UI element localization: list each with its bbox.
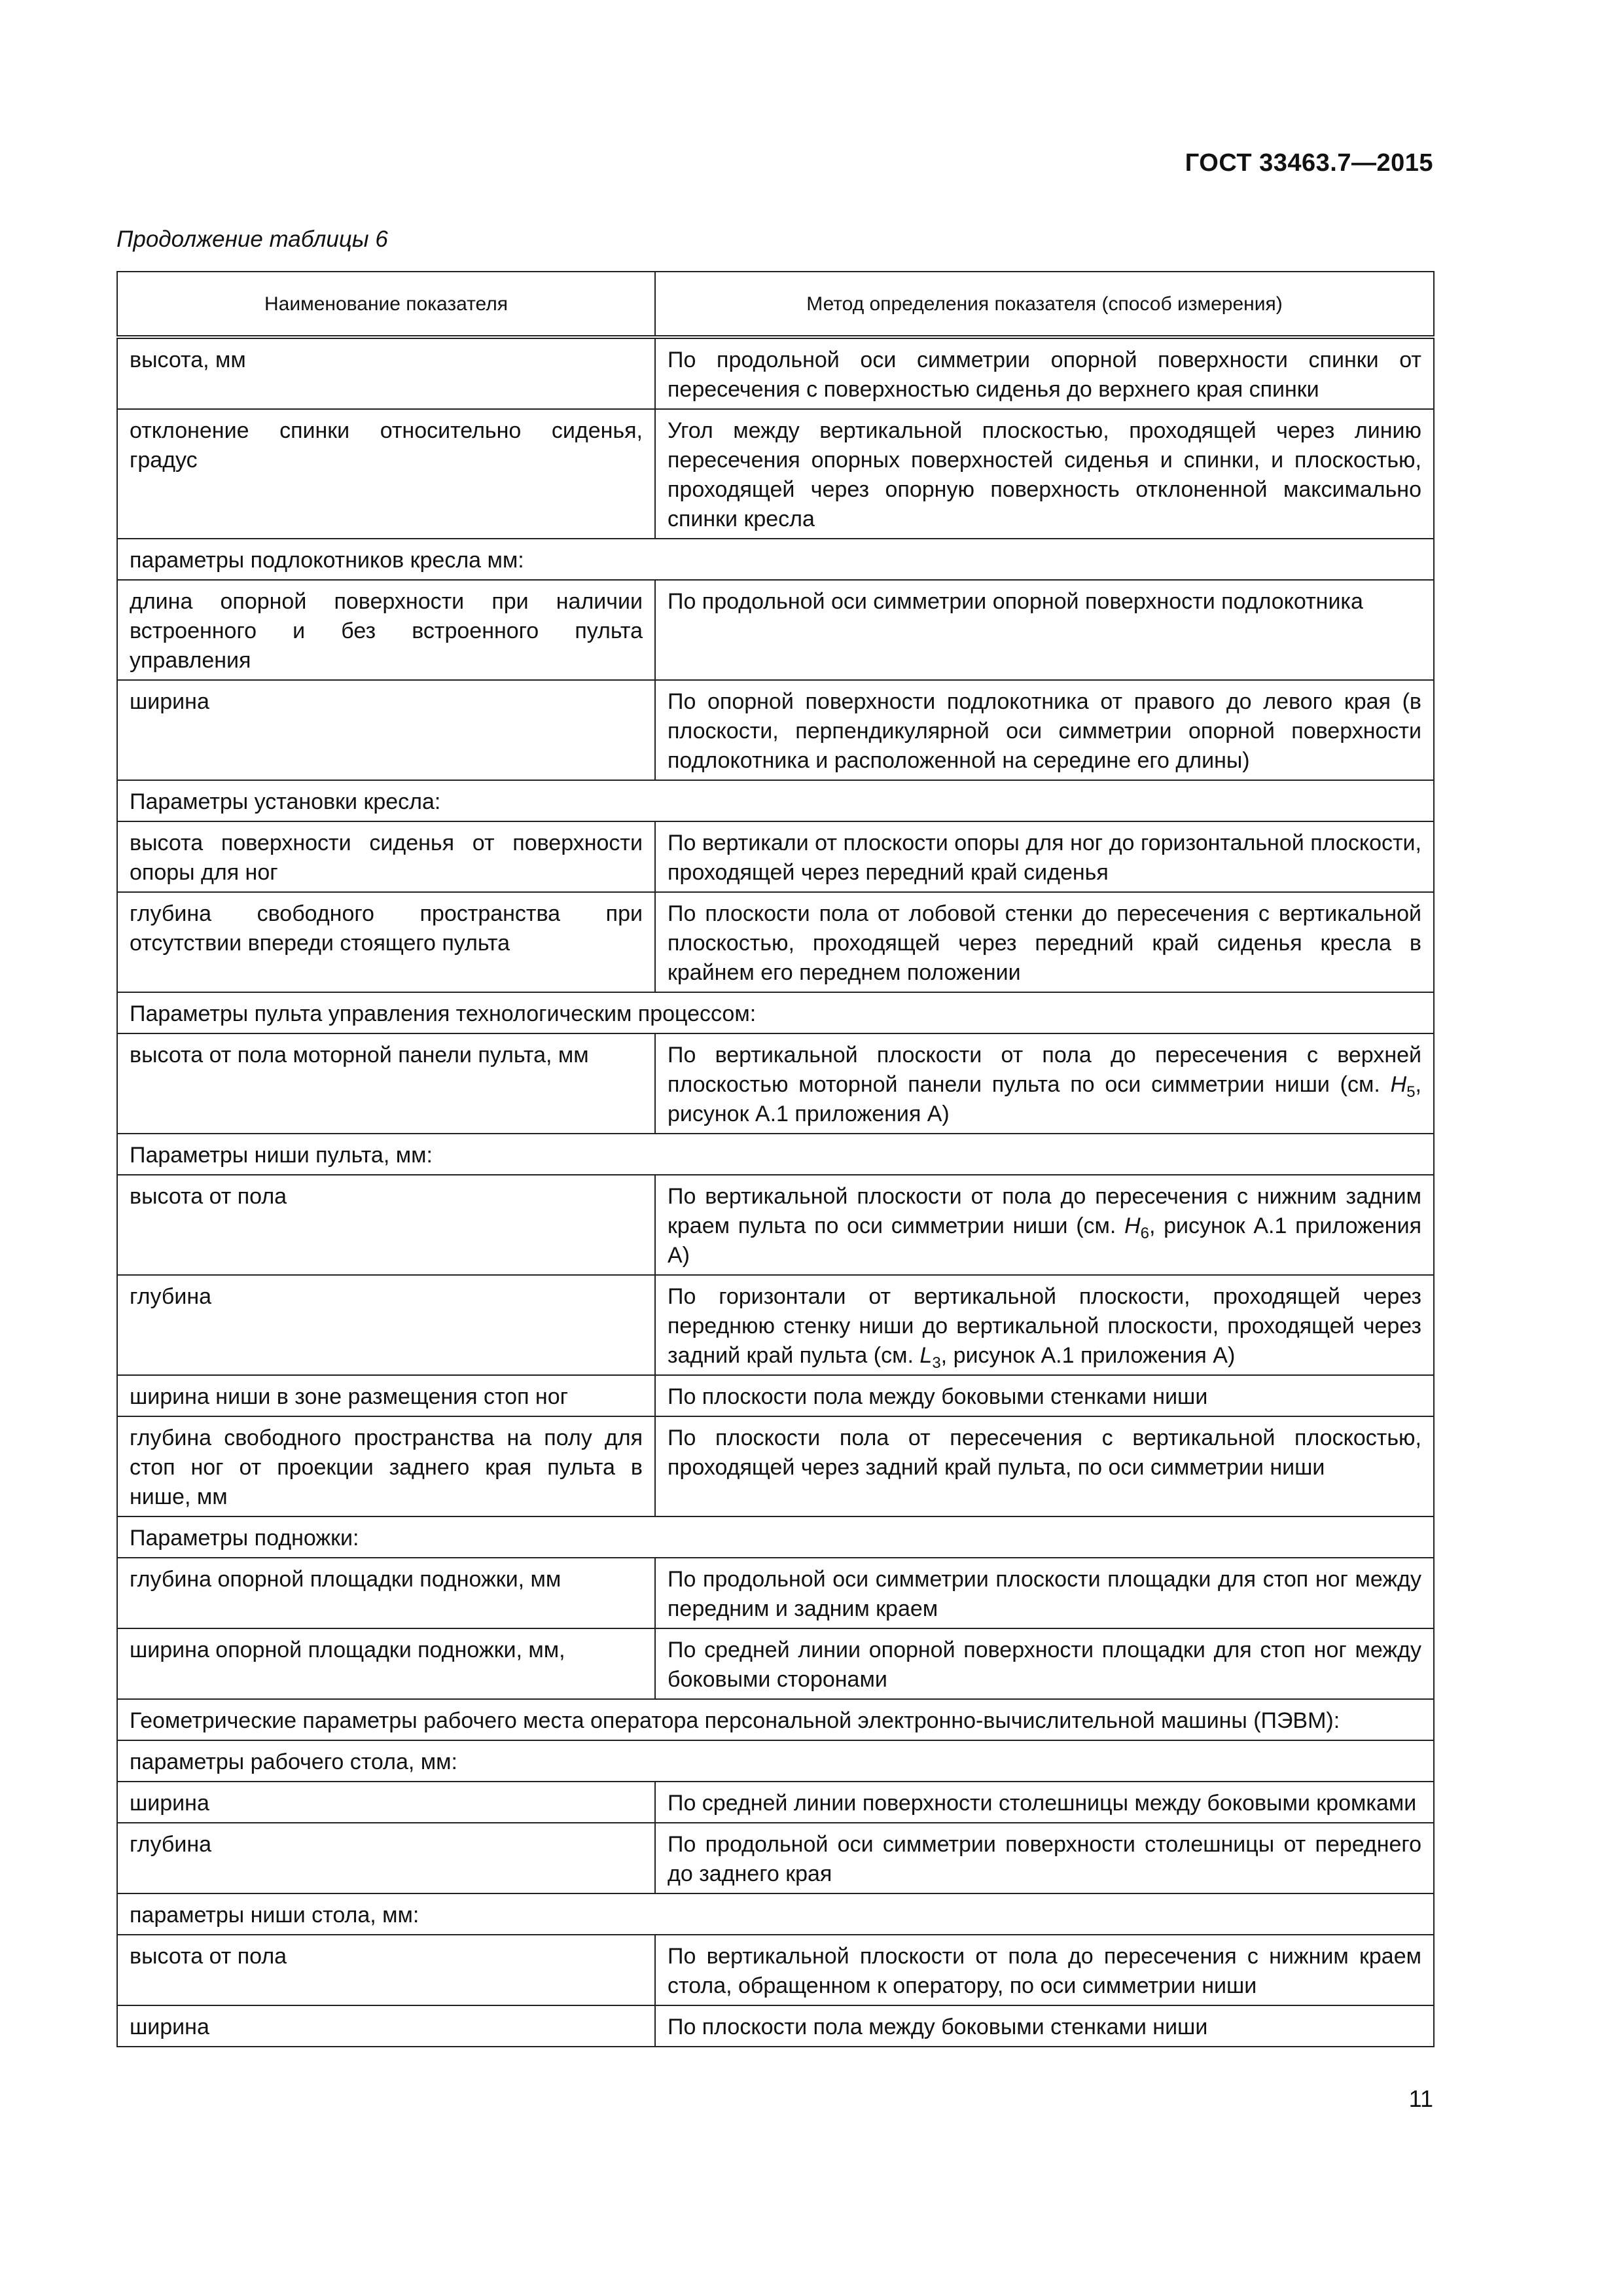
indicator-name: глубина опорной площадки подножки, мм xyxy=(117,1558,655,1628)
section-title: Геометрические параметры рабочего места оператора персональной электронно-вычислительной машины (ПЭВМ): xyxy=(117,1699,1434,1740)
measurement-method: По плоскости пола между боковыми стенками ниши xyxy=(655,2005,1434,2047)
indicator-name: ширина опорной площадки подножки, мм, xyxy=(117,1628,655,1699)
table-row xyxy=(117,1375,1434,1416)
indicator-table xyxy=(116,271,1435,2047)
symbol-variable: H xyxy=(1124,1213,1141,1238)
measurement-method: По вертикальной плоскости от пола до пересечения с верхней плоскостью моторной панели пульта по оси симметрии ниши (см. $H_5$, рисунок А.1 приложения А) xyxy=(655,1033,1434,1134)
indicator-name: ширина ниши в зоне размещения стоп ног xyxy=(117,1375,655,1416)
indicator-name: высота поверхности сиденья от поверхности опоры для ног xyxy=(117,821,655,892)
indicator-name: ширина xyxy=(117,2005,655,2047)
section-row xyxy=(117,1893,1434,1935)
indicator-name: отклонение спинки относительно сиденья, градус xyxy=(117,409,655,539)
measurement-method: Угол между вертикальной плоскостью, проходящей через линию пересечения опорных поверхностей сиденья и спинки, и плоскостью, проходящей через опорную поверхность отклоненной максимально спинки кресла xyxy=(655,409,1434,539)
table-row xyxy=(117,409,1434,539)
indicator-name: ширина xyxy=(117,680,655,780)
table-row xyxy=(117,1628,1434,1699)
column-header-indicator: Наименование показателя xyxy=(117,272,655,337)
symbol-variable: L xyxy=(919,1343,933,1368)
indicator-name: глубина свободного пространства на полу для стоп ног от проекции заднего края пульта в нише, мм xyxy=(117,1416,655,1516)
table-row xyxy=(117,1416,1434,1516)
section-title: параметры подлокотников кресла мм: xyxy=(117,539,1434,580)
column-header-method: Метод определения показателя (способ измерения) xyxy=(655,272,1434,337)
table-row xyxy=(117,580,1434,680)
indicator-name: глубина xyxy=(117,1823,655,1893)
section-row xyxy=(117,992,1434,1033)
table-row xyxy=(117,1033,1434,1134)
section-row xyxy=(117,1699,1434,1740)
section-row xyxy=(117,1740,1434,1782)
table-row xyxy=(117,1558,1434,1628)
measurement-method: По продольной оси симметрии плоскости площадки для стоп ног между передним и задним краем xyxy=(655,1558,1434,1628)
indicator-name: глубина свободного пространства при отсутствии впереди стоящего пульта xyxy=(117,892,655,992)
table-row xyxy=(117,1935,1434,2005)
measurement-method: По продольной оси симметрии поверхности столешницы от переднего до заднего края xyxy=(655,1823,1434,1893)
section-title: Параметры установки кресла: xyxy=(117,780,1434,821)
section-title: Параметры ниши пульта, мм: xyxy=(117,1134,1434,1175)
section-row xyxy=(117,1134,1434,1175)
table-row xyxy=(117,1782,1434,1823)
symbol-subscript: 5 xyxy=(1406,1083,1416,1101)
symbol-variable: H xyxy=(1390,1072,1407,1097)
table-row xyxy=(117,1823,1434,1893)
measurement-method: По средней линии опорной поверхности площадки для стоп ног между боковыми сторонами xyxy=(655,1628,1434,1699)
indicator-name: высота от пола xyxy=(117,1175,655,1275)
measurement-method: По плоскости пола между боковыми стенками ниши xyxy=(655,1375,1434,1416)
measurement-method: По продольной оси симметрии опорной поверхности спинки от пересечения с поверхностью сиденья до верхнего края спинки xyxy=(655,337,1434,409)
measurement-method: По плоскости пола от пересечения с вертикальной плоскостью, проходящей через задний край пульта, по оси симметрии ниши xyxy=(655,1416,1434,1516)
table-row xyxy=(117,680,1434,780)
indicator-name: длина опорной поверхности при наличии встроенного и без встроенного пульта управления xyxy=(117,580,655,680)
measurement-method: По вертикальной плоскости от пола до пересечения с нижним задним краем пульта по оси симметрии ниши (см. $H_6$, рисунок А.1 приложения А) xyxy=(655,1175,1434,1275)
table-row xyxy=(117,2005,1434,2047)
section-title: параметры рабочего стола, мм: xyxy=(117,1740,1434,1782)
table-header-row xyxy=(117,272,1434,337)
table-row xyxy=(117,892,1434,992)
measurement-method: По вертикальной плоскости от пола до пересечения с нижним краем стола, обращенном к оператору, по оси симметрии ниши xyxy=(655,1935,1434,2005)
indicator-name: глубина xyxy=(117,1275,655,1375)
section-row xyxy=(117,539,1434,580)
section-title: Параметры пульта управления технологическим процессом: xyxy=(117,992,1434,1033)
measurement-method: По плоскости пола от лобовой стенки до пересечения с вертикальной плоскостью, проходящей через передний край сиденья кресла в крайнем его переднем положении xyxy=(655,892,1434,992)
table-row xyxy=(117,1175,1434,1275)
indicator-name: высота от пола xyxy=(117,1935,655,2005)
measurement-method: По опорной поверхности подлокотника от правого до левого края (в плоскости, перпендикулярной оси симметрии опорной поверхности подлокотника и расположенной на середине его длины) xyxy=(655,680,1434,780)
section-title: параметры ниши стола, мм: xyxy=(117,1893,1434,1935)
section-title: Параметры подножки: xyxy=(117,1516,1434,1558)
page-number: 11 xyxy=(1408,2085,1433,2112)
table-caption: Продолжение таблицы 6 xyxy=(116,226,388,252)
measurement-method: По средней линии поверхности столешницы между боковыми кромками xyxy=(655,1782,1434,1823)
measurement-method: По горизонтали от вертикальной плоскости, проходящей через переднюю стенку ниши до вертикальной плоскости, проходящей через задний край пульта (см. $L_3$, рисунок А.1 приложения А) xyxy=(655,1275,1434,1375)
measurement-method: По вертикали от плоскости опоры для ног до горизонтальной плоскости, проходящей через передний край сиденья xyxy=(655,821,1434,892)
table-row xyxy=(117,337,1434,409)
section-row xyxy=(117,1516,1434,1558)
section-row xyxy=(117,780,1434,821)
symbol-subscript: 3 xyxy=(932,1354,941,1372)
measurement-method: По продольной оси симметрии опорной поверхности подлокотника xyxy=(655,580,1434,680)
symbol-subscript: 6 xyxy=(1140,1224,1149,1242)
indicator-name: высота, мм xyxy=(117,337,655,409)
document-code: ГОСТ 33463.7—2015 xyxy=(1185,149,1433,177)
table-row xyxy=(117,1275,1434,1375)
indicator-name: высота от пола моторной панели пульта, мм xyxy=(117,1033,655,1134)
indicator-name: ширина xyxy=(117,1782,655,1823)
table-row xyxy=(117,821,1434,892)
